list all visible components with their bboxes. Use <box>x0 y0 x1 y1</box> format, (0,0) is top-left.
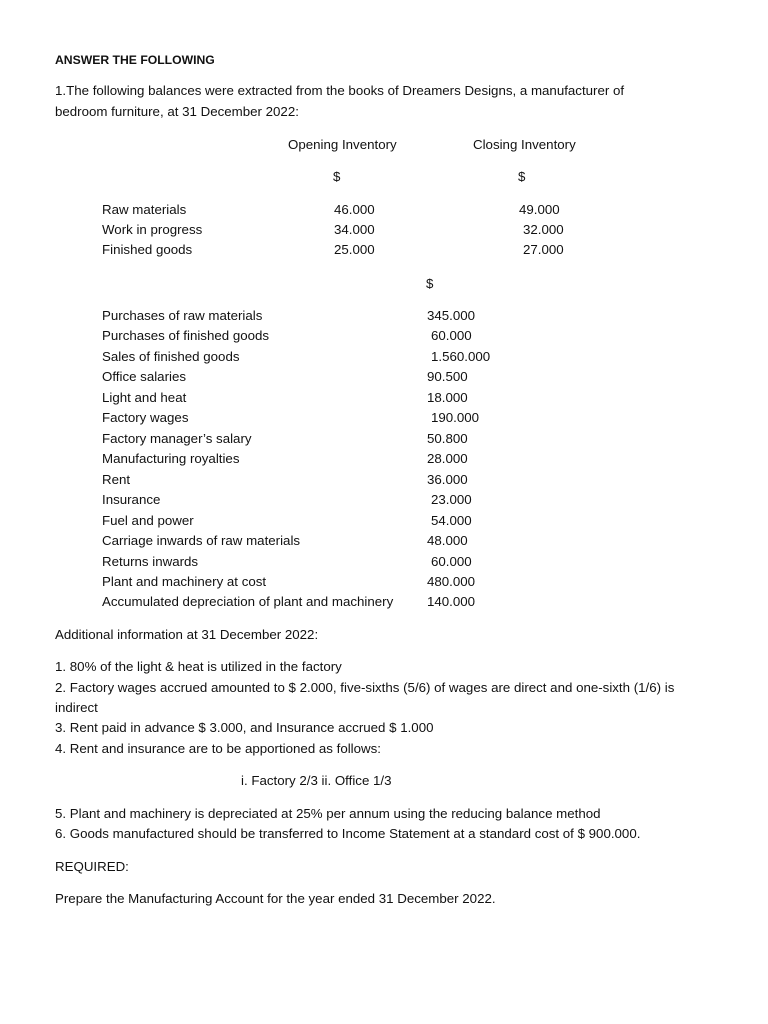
apportion-line: i. Factory 2/3 ii. Office 1/3 <box>241 773 392 788</box>
inventory-row-opening: 25.000 <box>334 242 375 257</box>
balance-value: 36.000 <box>427 472 468 487</box>
balance-label: Sales of finished goods <box>102 349 240 364</box>
inventory-row-label: Raw materials <box>102 202 187 217</box>
question-line-1: 1.The following balances were extracted from the books of Dreamers Designs, a manufacturer of <box>55 83 625 98</box>
balance-label: Carriage inwards of raw materials <box>102 533 301 548</box>
balance-value: 18.000 <box>427 390 468 405</box>
additional-item-6: 6. Goods manufactured should be transferred to Income Statement at a standard cost of $ 900.000. <box>55 826 641 841</box>
balance-label: Fuel and power <box>102 513 194 528</box>
additional-item-4: 4. Rent and insurance are to be apportioned as follows: <box>55 741 381 756</box>
additional-item-2-cont: indirect <box>55 700 98 715</box>
balance-label: Manufacturing royalties <box>102 451 240 466</box>
heading: ANSWER THE FOLLOWING <box>55 53 215 67</box>
balance-value: 60.000 <box>431 554 472 569</box>
balance-label: Purchases of finished goods <box>102 328 270 343</box>
additional-item-3: 3. Rent paid in advance $ 3.000, and Insurance accrued $ 1.000 <box>55 720 434 735</box>
inventory-row-closing: 27.000 <box>523 242 564 257</box>
additional-title: Additional information at 31 December 2022: <box>55 627 319 642</box>
inventory-row-opening: 46.000 <box>334 202 375 217</box>
balance-value: 48.000 <box>427 533 468 548</box>
opening-currency: $ <box>333 169 341 184</box>
balance-label: Light and heat <box>102 390 187 405</box>
additional-item-5: 5. Plant and machinery is depreciated at 25% per annum using the reducing balance method <box>55 806 601 821</box>
question-line-2: bedroom furniture, at 31 December 2022: <box>55 104 299 119</box>
balance-label: Insurance <box>102 492 161 507</box>
inventory-row-closing: 32.000 <box>523 222 564 237</box>
balance-value: 54.000 <box>431 513 472 528</box>
balance-label: Purchases of raw materials <box>102 308 263 323</box>
inventory-row-label: Finished goods <box>102 242 193 257</box>
balance-value: 140.000 <box>427 594 476 609</box>
balance-value: 345.000 <box>427 308 476 323</box>
required-text: Prepare the Manufacturing Account for the year ended 31 December 2022. <box>55 891 496 906</box>
balance-value: 1.560.000 <box>431 349 491 364</box>
inventory-row-label: Work in progress <box>102 222 203 237</box>
balance-value: 23.000 <box>431 492 472 507</box>
additional-item-2: 2. Factory wages accrued amounted to $ 2.000, five-sixths (5/6) of wages are direct and one-sixth (1/6) is <box>55 680 675 695</box>
closing-inventory-header: Closing Inventory <box>473 137 576 152</box>
balance-label: Rent <box>102 472 131 487</box>
closing-currency: $ <box>518 169 526 184</box>
required-label: REQUIRED: <box>55 859 129 874</box>
balance-label: Plant and machinery at cost <box>102 574 267 589</box>
balance-value: 480.000 <box>427 574 476 589</box>
balance-label: Factory manager’s salary <box>102 431 252 446</box>
balance-value: 28.000 <box>427 451 468 466</box>
balance-value: 60.000 <box>431 328 472 343</box>
balance-label: Office salaries <box>102 369 187 384</box>
inventory-row-opening: 34.000 <box>334 222 375 237</box>
balance-label: Returns inwards <box>102 554 199 569</box>
opening-inventory-header: Opening Inventory <box>288 137 397 152</box>
additional-item-1: 1. 80% of the light & heat is utilized in the factory <box>55 659 342 674</box>
balance-value: 50.800 <box>427 431 468 446</box>
balance-value: 90.500 <box>427 369 468 384</box>
inventory-row-closing: 49.000 <box>519 202 560 217</box>
balance-label: Factory wages <box>102 410 189 425</box>
balance-label: Accumulated depreciation of plant and machinery <box>102 594 394 609</box>
balances-currency: $ <box>426 276 434 291</box>
balance-value: 190.000 <box>431 410 480 425</box>
